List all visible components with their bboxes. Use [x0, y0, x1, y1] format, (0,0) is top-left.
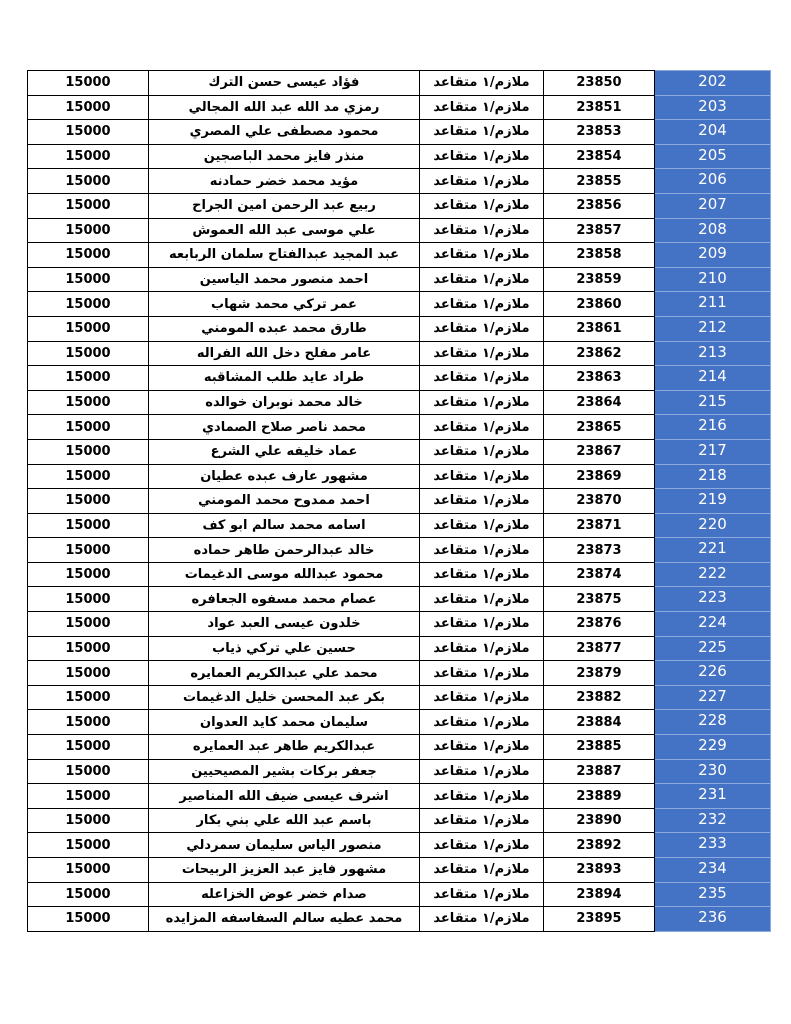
- amount-cell: 15000: [28, 341, 149, 366]
- row-number-cell: 209: [655, 243, 771, 268]
- row-number-cell: 216: [655, 415, 771, 440]
- name-cell: سليمان محمد كايد العدوان: [149, 710, 420, 735]
- table-row: [28, 587, 771, 612]
- name-cell: محمود مصطفى علي المصري: [149, 120, 420, 145]
- row-number-cell: 220: [655, 513, 771, 538]
- table-row: [28, 95, 771, 120]
- amount-cell: 15000: [28, 193, 149, 218]
- table-row: [28, 169, 771, 194]
- table-row: [28, 439, 771, 464]
- payment-list-table: [27, 70, 771, 932]
- rank-cell: ملازم/١ متقاعد: [420, 907, 544, 932]
- row-number-cell: 221: [655, 538, 771, 563]
- amount-cell: 15000: [28, 390, 149, 415]
- table-row: [28, 193, 771, 218]
- name-cell: مؤيد محمد خضر حمادنه: [149, 169, 420, 194]
- rank-cell: ملازم/١ متقاعد: [420, 562, 544, 587]
- rank-cell: ملازم/١ متقاعد: [420, 685, 544, 710]
- name-cell: احمد ممدوح محمد المومني: [149, 489, 420, 514]
- row-number-cell: 235: [655, 882, 771, 907]
- table-row: [28, 710, 771, 735]
- name-cell: محمد عطيه سالم السفاسفه المزايده: [149, 907, 420, 932]
- row-number-cell: 227: [655, 685, 771, 710]
- name-cell: عبد المجيد عبدالفتاح سلمان الربابعه: [149, 243, 420, 268]
- rank-cell: ملازم/١ متقاعد: [420, 858, 544, 883]
- table-row: [28, 759, 771, 784]
- rank-cell: ملازم/١ متقاعد: [420, 784, 544, 809]
- table-row: [28, 489, 771, 514]
- table-row: [28, 784, 771, 809]
- rank-cell: ملازم/١ متقاعد: [420, 759, 544, 784]
- military-number-cell: 23871: [544, 513, 655, 538]
- rank-cell: ملازم/١ متقاعد: [420, 636, 544, 661]
- row-number-cell: 219: [655, 489, 771, 514]
- name-cell: ربيع عبد الرحمن امين الجراح: [149, 193, 420, 218]
- amount-cell: 15000: [28, 366, 149, 391]
- table-row: [28, 612, 771, 637]
- rank-cell: ملازم/١ متقاعد: [420, 464, 544, 489]
- name-cell: علي موسى عبد الله العموش: [149, 218, 420, 243]
- row-number-cell: 203: [655, 95, 771, 120]
- rank-cell: ملازم/١ متقاعد: [420, 661, 544, 686]
- military-number-cell: 23851: [544, 95, 655, 120]
- row-number-cell: 233: [655, 833, 771, 858]
- row-number-cell: 230: [655, 759, 771, 784]
- rank-cell: ملازم/١ متقاعد: [420, 882, 544, 907]
- amount-cell: 15000: [28, 464, 149, 489]
- amount-cell: 15000: [28, 882, 149, 907]
- rank-cell: ملازم/١ متقاعد: [420, 415, 544, 440]
- row-number-cell: 234: [655, 858, 771, 883]
- military-number-cell: 23885: [544, 735, 655, 760]
- amount-cell: 15000: [28, 415, 149, 440]
- table-row: [28, 316, 771, 341]
- military-number-cell: 23892: [544, 833, 655, 858]
- rank-cell: ملازم/١ متقاعد: [420, 538, 544, 563]
- amount-cell: 15000: [28, 489, 149, 514]
- name-cell: طراد عايد طلب المشاقبه: [149, 366, 420, 391]
- table-row: [28, 907, 771, 932]
- name-cell: احمد منصور محمد الياسين: [149, 267, 420, 292]
- rank-cell: ملازم/١ متقاعد: [420, 144, 544, 169]
- rank-cell: ملازم/١ متقاعد: [420, 735, 544, 760]
- name-cell: محمود عبدالله موسى الدغيمات: [149, 562, 420, 587]
- name-cell: جعفر بركات بشير المصيحيين: [149, 759, 420, 784]
- name-cell: خالد عبدالرحمن طاهر حماده: [149, 538, 420, 563]
- name-cell: مشهور عارف عبده عطيان: [149, 464, 420, 489]
- military-number-cell: 23861: [544, 316, 655, 341]
- rank-cell: ملازم/١ متقاعد: [420, 316, 544, 341]
- military-number-cell: 23876: [544, 612, 655, 637]
- amount-cell: 15000: [28, 907, 149, 932]
- name-cell: خالد محمد نوبران خوالده: [149, 390, 420, 415]
- row-number-cell: 208: [655, 218, 771, 243]
- military-number-cell: 23854: [544, 144, 655, 169]
- amount-cell: 15000: [28, 71, 149, 96]
- name-cell: طارق محمد عبده المومني: [149, 316, 420, 341]
- rank-cell: ملازم/١ متقاعد: [420, 243, 544, 268]
- row-number-cell: 229: [655, 735, 771, 760]
- row-number-cell: 217: [655, 439, 771, 464]
- military-number-cell: 23879: [544, 661, 655, 686]
- military-number-cell: 23893: [544, 858, 655, 883]
- table-row: [28, 144, 771, 169]
- rank-cell: ملازم/١ متقاعد: [420, 95, 544, 120]
- rank-cell: ملازم/١ متقاعد: [420, 489, 544, 514]
- rank-cell: ملازم/١ متقاعد: [420, 390, 544, 415]
- row-number-cell: 231: [655, 784, 771, 809]
- rank-cell: ملازم/١ متقاعد: [420, 587, 544, 612]
- military-number-cell: 23857: [544, 218, 655, 243]
- rank-cell: ملازم/١ متقاعد: [420, 833, 544, 858]
- amount-cell: 15000: [28, 267, 149, 292]
- row-number-cell: 207: [655, 193, 771, 218]
- row-number-cell: 228: [655, 710, 771, 735]
- rank-cell: ملازم/١ متقاعد: [420, 218, 544, 243]
- military-number-cell: 23894: [544, 882, 655, 907]
- name-cell: فؤاد عيسى حسن الترك: [149, 71, 420, 96]
- row-number-cell: 236: [655, 907, 771, 932]
- military-number-cell: 23855: [544, 169, 655, 194]
- name-cell: عبدالكريم طاهر عبد العمايره: [149, 735, 420, 760]
- military-number-cell: 23890: [544, 808, 655, 833]
- name-cell: باسم عبد الله علي بني بكار: [149, 808, 420, 833]
- amount-cell: 15000: [28, 538, 149, 563]
- table-row: [28, 218, 771, 243]
- amount-cell: 15000: [28, 243, 149, 268]
- name-cell: عصام محمد مسفوه الجعافره: [149, 587, 420, 612]
- amount-cell: 15000: [28, 685, 149, 710]
- table-row: [28, 562, 771, 587]
- amount-cell: 15000: [28, 292, 149, 317]
- row-number-cell: 218: [655, 464, 771, 489]
- name-cell: اسامه محمد سالم ابو كف: [149, 513, 420, 538]
- military-number-cell: 23874: [544, 562, 655, 587]
- name-cell: عمر تركي محمد شهاب: [149, 292, 420, 317]
- row-number-cell: 204: [655, 120, 771, 145]
- name-cell: مشهور فايز عبد العزيز الربيحات: [149, 858, 420, 883]
- rank-cell: ملازم/١ متقاعد: [420, 71, 544, 96]
- amount-cell: 15000: [28, 562, 149, 587]
- amount-cell: 15000: [28, 710, 149, 735]
- amount-cell: 15000: [28, 218, 149, 243]
- military-number-cell: 23873: [544, 538, 655, 563]
- military-number-cell: 23887: [544, 759, 655, 784]
- rank-cell: ملازم/١ متقاعد: [420, 267, 544, 292]
- rank-cell: ملازم/١ متقاعد: [420, 341, 544, 366]
- name-cell: محمد علي عبدالكريم العمايره: [149, 661, 420, 686]
- amount-cell: 15000: [28, 587, 149, 612]
- table-body: [28, 71, 771, 932]
- row-number-cell: 223: [655, 587, 771, 612]
- amount-cell: 15000: [28, 144, 149, 169]
- rank-cell: ملازم/١ متقاعد: [420, 439, 544, 464]
- table-row: [28, 538, 771, 563]
- military-number-cell: 23865: [544, 415, 655, 440]
- name-cell: خلدون عيسى العبد عواد: [149, 612, 420, 637]
- rank-cell: ملازم/١ متقاعد: [420, 169, 544, 194]
- military-number-cell: 23889: [544, 784, 655, 809]
- military-number-cell: 23867: [544, 439, 655, 464]
- table-row: [28, 858, 771, 883]
- row-number-cell: 222: [655, 562, 771, 587]
- amount-cell: 15000: [28, 784, 149, 809]
- military-number-cell: 23856: [544, 193, 655, 218]
- row-number-cell: 210: [655, 267, 771, 292]
- table-row: [28, 808, 771, 833]
- military-number-cell: 23853: [544, 120, 655, 145]
- military-number-cell: 23877: [544, 636, 655, 661]
- rank-cell: ملازم/١ متقاعد: [420, 366, 544, 391]
- name-cell: حسين علي تركي ذياب: [149, 636, 420, 661]
- amount-cell: 15000: [28, 661, 149, 686]
- military-number-cell: 23870: [544, 489, 655, 514]
- amount-cell: 15000: [28, 612, 149, 637]
- amount-cell: 15000: [28, 95, 149, 120]
- amount-cell: 15000: [28, 808, 149, 833]
- military-number-cell: 23869: [544, 464, 655, 489]
- military-number-cell: 23875: [544, 587, 655, 612]
- row-number-cell: 215: [655, 390, 771, 415]
- military-number-cell: 23850: [544, 71, 655, 96]
- military-number-cell: 23884: [544, 710, 655, 735]
- table-row: [28, 341, 771, 366]
- military-number-cell: 23858: [544, 243, 655, 268]
- table-row: [28, 366, 771, 391]
- military-number-cell: 23895: [544, 907, 655, 932]
- military-number-cell: 23862: [544, 341, 655, 366]
- name-cell: منصور الياس سليمان سمردلي: [149, 833, 420, 858]
- amount-cell: 15000: [28, 833, 149, 858]
- row-number-cell: 224: [655, 612, 771, 637]
- table-row: [28, 71, 771, 96]
- table-row: [28, 464, 771, 489]
- rank-cell: ملازم/١ متقاعد: [420, 292, 544, 317]
- row-number-cell: 213: [655, 341, 771, 366]
- row-number-cell: 205: [655, 144, 771, 169]
- name-cell: عماد خليفه علي الشرع: [149, 439, 420, 464]
- amount-cell: 15000: [28, 513, 149, 538]
- military-number-cell: 23882: [544, 685, 655, 710]
- row-number-cell: 211: [655, 292, 771, 317]
- name-cell: عامر مفلح دخل الله الفراله: [149, 341, 420, 366]
- table-row: [28, 685, 771, 710]
- row-number-cell: 206: [655, 169, 771, 194]
- military-number-cell: 23860: [544, 292, 655, 317]
- table-row: [28, 735, 771, 760]
- amount-cell: 15000: [28, 759, 149, 784]
- military-number-cell: 23864: [544, 390, 655, 415]
- table-row: [28, 243, 771, 268]
- rank-cell: ملازم/١ متقاعد: [420, 808, 544, 833]
- amount-cell: 15000: [28, 120, 149, 145]
- name-cell: رمزي مد الله عبد الله المجالي: [149, 95, 420, 120]
- name-cell: منذر فايز محمد الباصجين: [149, 144, 420, 169]
- amount-cell: 15000: [28, 316, 149, 341]
- military-number-cell: 23859: [544, 267, 655, 292]
- amount-cell: 15000: [28, 636, 149, 661]
- row-number-cell: 202: [655, 71, 771, 96]
- table-row: [28, 390, 771, 415]
- row-number-cell: 214: [655, 366, 771, 391]
- amount-cell: 15000: [28, 735, 149, 760]
- amount-cell: 15000: [28, 858, 149, 883]
- row-number-cell: 232: [655, 808, 771, 833]
- rank-cell: ملازم/١ متقاعد: [420, 513, 544, 538]
- table-row: [28, 661, 771, 686]
- table-row: [28, 415, 771, 440]
- name-cell: صدام خضر عوض الخزاعله: [149, 882, 420, 907]
- row-number-cell: 226: [655, 661, 771, 686]
- row-number-cell: 225: [655, 636, 771, 661]
- table-row: [28, 292, 771, 317]
- name-cell: بكر عبد المحسن خليل الدغيمات: [149, 685, 420, 710]
- name-cell: اشرف عيسى ضيف الله المناصير: [149, 784, 420, 809]
- rank-cell: ملازم/١ متقاعد: [420, 120, 544, 145]
- table-row: [28, 833, 771, 858]
- table-row: [28, 120, 771, 145]
- table-row: [28, 882, 771, 907]
- table-row: [28, 513, 771, 538]
- name-cell: محمد ناصر صلاح الصمادي: [149, 415, 420, 440]
- military-number-cell: 23863: [544, 366, 655, 391]
- table-row: [28, 636, 771, 661]
- table-row: [28, 267, 771, 292]
- rank-cell: ملازم/١ متقاعد: [420, 612, 544, 637]
- amount-cell: 15000: [28, 439, 149, 464]
- rank-cell: ملازم/١ متقاعد: [420, 193, 544, 218]
- amount-cell: 15000: [28, 169, 149, 194]
- row-number-cell: 212: [655, 316, 771, 341]
- rank-cell: ملازم/١ متقاعد: [420, 710, 544, 735]
